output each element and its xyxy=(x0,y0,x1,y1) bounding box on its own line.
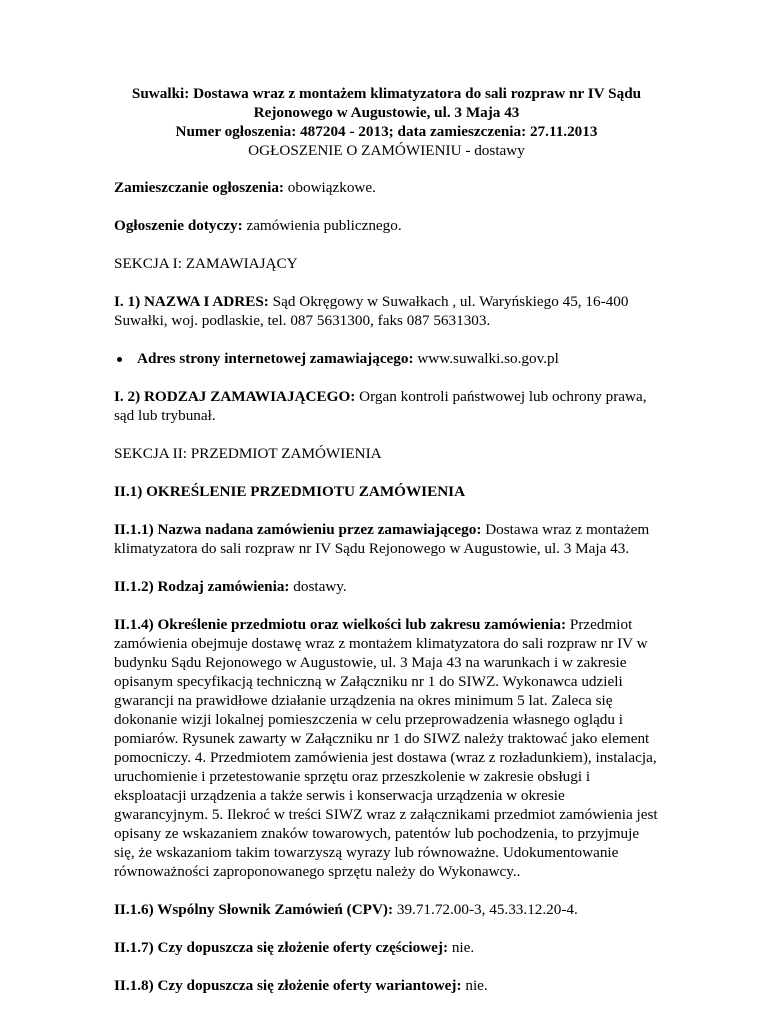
bullet-list xyxy=(114,349,659,368)
field-cpv xyxy=(114,900,659,919)
field-rodzaj-zamawiajacego-label: I. 2) RODZAJ ZAMAWIAJĄCEGO: xyxy=(114,388,356,405)
field-zamieszczanie-value: obowiązkowe. xyxy=(283,179,376,196)
subsection-heading xyxy=(114,482,659,501)
field-nazwa-adres xyxy=(114,292,659,330)
field-nazwa-zamowienia xyxy=(114,520,659,558)
header-title-line-1: Suwalki: Dostawa wraz z montażem klimatyzatora do sali rozpraw nr IV Sądu xyxy=(131,85,642,102)
bullet-icon xyxy=(117,357,122,362)
field-rodzaj-zamowienia-value: dostawy. xyxy=(289,578,347,595)
field-rodzaj-zamawiajacego-value: Organ kontroli państwowej lub ochrony prawa, sąd lub trybunał. xyxy=(114,388,647,424)
field-rodzaj-zamowienia-label: II.1.2) Rodzaj zamówienia: xyxy=(114,578,290,595)
field-oferta-wariantowa xyxy=(114,976,659,995)
field-opis-przedmiotu-value: Przedmiot zamówienia obejmuje dostawę wraz z montażem klimatyzatora do sali rozpraw nr IV w budynku Sądu Rejonowego w Augustowie, ul. 3 Maja 43 na warunkach i w zakresie opisanym specyfikacją techniczną w Załączniku nr 1 do SIWZ. Wykonawca udzieli gwarancji na prawidłowe działanie urządzenia na okres minimum 5 lat. Zaleca się dokonanie wizji lokalnej pomieszczenia w celu przeprowadzenia własnego oglądu i pomiarów. Rysunek zawarty w Załączniku nr 1 do SIWZ należy traktować jako element pomocniczy. 4. Przedmiotem zamówienia jest dostawa (wraz z rozładunkiem), instalacja, uruchomienie i przetestowanie sprzętu oraz przeszkolenie w zakresie obsługi i eksploatacji urządzenia a także serwis i konserwacja urządzenia w okresie gwarancyjnym. 5. Ilekroć w treści SIWZ wraz z załącznikami przedmiot zamówienia jest opisany ze wskazaniem znaków towarowych, patentów lub pochodzenia, to przyjmuje się, że wskazaniom takim towarzyszą wyrazy lub równoważne. Udokumentowanie równoważności zaproponowanego sprzętu należy do Wykonawcy.. xyxy=(114,616,658,880)
document-content xyxy=(114,84,659,1014)
field-oferta-czesciowa xyxy=(114,938,659,957)
header-announcement-number: Numer ogłoszenia: 487204 - 2013; data zamieszczenia: 27.11.2013 xyxy=(175,123,598,140)
list-item-website xyxy=(114,349,659,368)
field-oferta-wariantowa-value: nie. xyxy=(461,977,488,994)
field-nazwa-adres-label: I. 1) NAZWA I ADRES: xyxy=(114,293,269,310)
document-header xyxy=(114,84,659,160)
header-announcement-type: OGŁOSZENIE O ZAMÓWIENIU - dostawy xyxy=(248,142,525,159)
field-dotyczy-label: Ogłoszenie dotyczy: xyxy=(114,217,243,234)
field-dotyczy-value: zamówienia publicznego. xyxy=(242,217,402,234)
subsection-heading-text: II.1) OKREŚLENIE PRZEDMIOTU ZAMÓWIENIA xyxy=(114,483,466,500)
field-website-label: Adres strony internetowej zamawiającego: xyxy=(137,350,414,367)
field-dotyczy xyxy=(114,216,659,235)
field-rodzaj-zamawiajacego xyxy=(114,387,659,425)
field-cpv-label: II.1.6) Wspólny Słownik Zamówień (CPV): xyxy=(114,901,394,918)
field-opis-przedmiotu xyxy=(114,615,659,881)
section-1-title: SEKCJA I: ZAMAWIAJĄCY xyxy=(114,255,298,272)
field-website-value: www.suwalki.so.gov.pl xyxy=(413,350,559,367)
field-oferta-wariantowa-label: II.1.8) Czy dopuszcza się złożenie oferty wariantowej: xyxy=(114,977,462,994)
field-cpv-value: 39.71.72.00-3, 45.33.12.20-4. xyxy=(393,901,578,918)
section-2-title: SEKCJA II: PRZEDMIOT ZAMÓWIENIA xyxy=(114,445,382,462)
field-nazwa-zamowienia-value: Dostawa wraz z montażem klimatyzatora do sali rozpraw nr IV Sądu Rejonowego w Augustowie, ul. 3 Maja 43. xyxy=(114,521,650,557)
field-zamieszczanie-label: Zamieszczanie ogłoszenia: xyxy=(114,179,284,196)
field-oferta-czesciowa-value: nie. xyxy=(448,939,475,956)
field-rodzaj-zamowienia xyxy=(114,577,659,596)
field-zamieszczanie xyxy=(114,178,659,197)
field-oferta-czesciowa-label: II.1.7) Czy dopuszcza się złożenie oferty częściowej: xyxy=(114,939,449,956)
header-title-line-2: Rejonowego w Augustowie, ul. 3 Maja 43 xyxy=(253,104,520,121)
field-nazwa-zamowienia-label: II.1.1) Nazwa nadana zamówieniu przez zamawiającego: xyxy=(114,521,482,538)
field-opis-przedmiotu-label: II.1.4) Określenie przedmiotu oraz wielkości lub zakresu zamówienia: xyxy=(114,616,567,633)
field-nazwa-adres-value: Sąd Okręgowy w Suwałkach , ul. Waryńskiego 45, 16-400 Suwałki, woj. podlaskie, tel. 087 5631300, faks 087 5631303. xyxy=(114,293,629,329)
